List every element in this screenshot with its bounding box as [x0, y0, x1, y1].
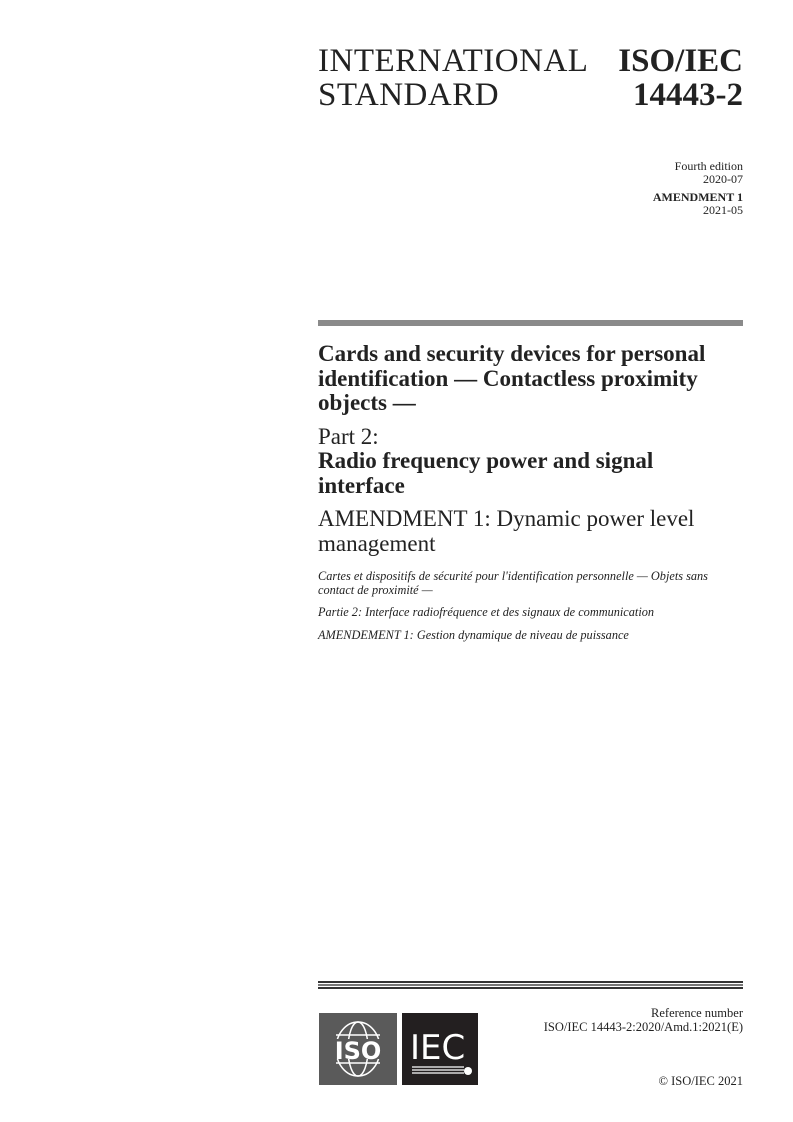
iso-logo-text: ISO: [334, 1037, 382, 1065]
amendment-label: AMENDMENT 1: [652, 190, 743, 204]
main-title: Cards and security devices for personal identification — Contactless proximity objects —: [318, 341, 706, 415]
copyright: © ISO/IEC 2021: [658, 1074, 743, 1088]
part-label: Part 2:: [318, 423, 379, 449]
document-type: [318, 44, 588, 112]
iso-logo: [319, 1013, 397, 1085]
iec-logo-text: IEC: [410, 1028, 466, 1068]
doc-type-line1: INTERNATIONAL: [318, 43, 589, 79]
french-amendment-title: AMENDEMENT 1: Gestion dynamique de niveau de puissance: [318, 627, 629, 642]
french-title: Cartes et dispositifs de sécurité pour l'identification personnelle — Objets sans contact de proximité —: [318, 569, 708, 597]
standard-number-line1: ISO/IEC: [618, 43, 743, 79]
footer-rule: [318, 981, 743, 990]
amendment-title: AMENDMENT 1: Dynamic power level management: [318, 506, 695, 556]
standard-number-line2: 14443-2: [633, 77, 743, 113]
divider-bar: [318, 320, 743, 326]
title-block: [318, 342, 748, 642]
reference-label: Reference number: [651, 1006, 743, 1020]
edition-info: [653, 160, 743, 217]
reference-block: [544, 1006, 743, 1034]
edition: Fourth edition: [674, 159, 743, 173]
iec-logo: [402, 1013, 478, 1085]
reference-number: ISO/IEC 14443-2:2020/Amd.1:2021(E): [543, 1020, 743, 1034]
standard-number: [618, 44, 743, 112]
edition-date: 2020-07: [703, 172, 743, 186]
doc-type-line2: STANDARD: [318, 77, 500, 113]
part-title: Radio frequency power and signal interface: [318, 448, 654, 498]
french-part-title: Partie 2: Interface radiofréquence et des signaux de communication: [318, 605, 655, 619]
amendment-date: 2021-05: [703, 203, 743, 217]
